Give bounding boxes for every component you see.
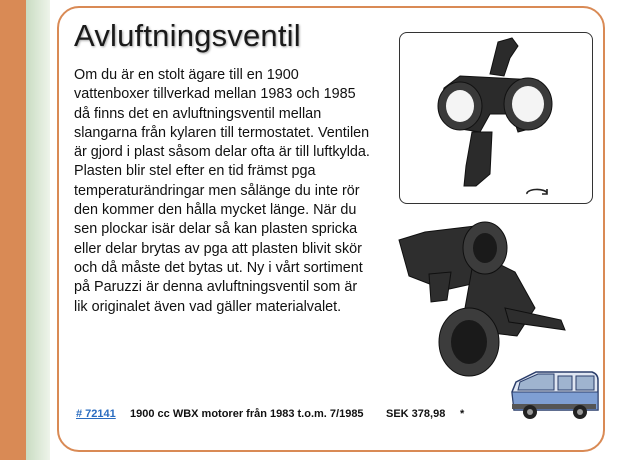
vw-van-image (508, 366, 600, 422)
article-number-link[interactable]: # 72141 (76, 408, 116, 420)
rotate-360-icon[interactable] (524, 186, 550, 200)
page-title: Avluftningsventil (74, 18, 301, 53)
description-paragraph-2: Plasten blir stel efter en tid främst pga temperaturändringar men sålänge du inte rör den kommer den hålla mycket länge. När du sen plockar isär delar så kan plasten spricka eller delar brytas av pga att plasten blivit skör och då måste det bytas ut. Ny i vårt sortiment på Paruzzi är denna avluftningsventil som är lik originalet även vad gäller materialvalet. (74, 163, 363, 315)
price-note-marker: * (460, 408, 465, 420)
decor-stripe-green (26, 0, 50, 460)
product-image-view-1 (420, 36, 570, 196)
product-fitment: 1900 cc WBX motorer från 1983 t.o.m. 7/1985 (130, 408, 364, 420)
description-paragraph-1: Om du är en stolt ägare till en 1900 vattenboxer tillverkad mellan 1983 och 1985 då finns det en avluftningsventil mellan slangarna från kylaren till termostatet. Ventilen är gjord i plast såsom delar ofta är till luftkylda. (74, 67, 370, 161)
product-image-view-2 (385, 212, 575, 384)
product-price: SEK 378,98 (386, 408, 446, 420)
description-text (74, 66, 374, 317)
decor-stripe-orange (0, 0, 26, 460)
